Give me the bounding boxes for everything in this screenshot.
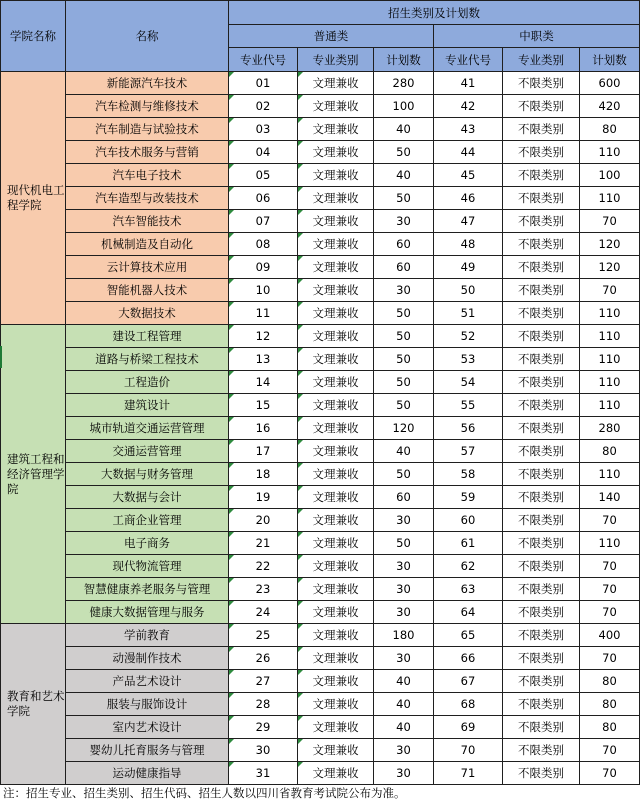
general-category-cell[interactable]: 文理兼收 bbox=[298, 486, 374, 509]
table-row bbox=[1, 532, 640, 555]
general-code-cell[interactable]: 28 bbox=[229, 693, 298, 716]
vocational-category-cell[interactable]: 不限类别 bbox=[503, 141, 580, 164]
major-name-cell[interactable]: 交通运营管理 bbox=[66, 440, 229, 463]
header-general-category[interactable]: 专业类别 bbox=[298, 48, 374, 72]
general-plan-cell[interactable]: 120 bbox=[374, 417, 434, 440]
vocational-code-cell[interactable]: 42 bbox=[434, 95, 503, 118]
general-code-cell[interactable]: 22 bbox=[229, 555, 298, 578]
table-row bbox=[1, 141, 640, 164]
vocational-code-cell[interactable]: 51 bbox=[434, 302, 503, 325]
general-code-cell[interactable]: 05 bbox=[229, 164, 298, 187]
general-plan-cell[interactable]: 50 bbox=[374, 348, 434, 371]
general-code-cell[interactable]: 27 bbox=[229, 670, 298, 693]
general-code-cell[interactable]: 23 bbox=[229, 578, 298, 601]
vocational-plan-cell[interactable]: 80 bbox=[580, 118, 640, 141]
vocational-category-cell[interactable]: 不限类别 bbox=[503, 417, 580, 440]
vocational-code-cell[interactable]: 47 bbox=[434, 210, 503, 233]
vocational-plan-cell[interactable]: 70 bbox=[580, 601, 640, 624]
table-row bbox=[1, 371, 640, 394]
general-plan-cell[interactable]: 50 bbox=[374, 325, 434, 348]
vocational-code-cell[interactable]: 57 bbox=[434, 440, 503, 463]
general-code-cell[interactable]: 07 bbox=[229, 210, 298, 233]
general-category-cell[interactable]: 文理兼收 bbox=[298, 532, 374, 555]
major-name-cell[interactable]: 汽车造型与改装技术 bbox=[66, 187, 229, 210]
general-code-cell[interactable]: 10 bbox=[229, 279, 298, 302]
general-plan-cell[interactable]: 30 bbox=[374, 210, 434, 233]
vocational-category-cell[interactable]: 不限类别 bbox=[503, 578, 580, 601]
vocational-category-cell[interactable]: 不限类别 bbox=[503, 118, 580, 141]
general-code-cell[interactable]: 25 bbox=[229, 624, 298, 647]
general-category-cell[interactable]: 文理兼收 bbox=[298, 601, 374, 624]
general-code-cell[interactable]: 12 bbox=[229, 325, 298, 348]
general-plan-cell[interactable]: 30 bbox=[374, 647, 434, 670]
table-row bbox=[1, 716, 640, 739]
major-name-cell[interactable]: 健康大数据管理与服务 bbox=[66, 601, 229, 624]
vocational-plan-cell[interactable]: 600 bbox=[580, 72, 640, 95]
vocational-code-cell[interactable]: 55 bbox=[434, 394, 503, 417]
table-row bbox=[1, 624, 640, 647]
table-row bbox=[1, 279, 640, 302]
table-row bbox=[1, 509, 640, 532]
vocational-plan-cell[interactable]: 110 bbox=[580, 371, 640, 394]
major-name-cell[interactable]: 汽车电子技术 bbox=[66, 164, 229, 187]
general-category-cell[interactable]: 文理兼收 bbox=[298, 95, 374, 118]
vocational-code-cell[interactable]: 52 bbox=[434, 325, 503, 348]
major-name-cell[interactable]: 运动健康指导 bbox=[66, 762, 229, 785]
vocational-category-cell[interactable]: 不限类别 bbox=[503, 279, 580, 302]
general-category-cell[interactable]: 文理兼收 bbox=[298, 394, 374, 417]
table-row bbox=[1, 417, 640, 440]
vocational-code-cell[interactable]: 54 bbox=[434, 371, 503, 394]
vocational-code-cell[interactable]: 66 bbox=[434, 647, 503, 670]
header-top[interactable]: 招生类别及计划数 bbox=[229, 1, 640, 25]
vocational-category-cell[interactable]: 不限类别 bbox=[503, 348, 580, 371]
vocational-plan-cell[interactable]: 80 bbox=[580, 716, 640, 739]
vocational-category-cell[interactable]: 不限类别 bbox=[503, 716, 580, 739]
general-plan-cell[interactable]: 180 bbox=[374, 624, 434, 647]
vocational-category-cell[interactable]: 不限类别 bbox=[503, 670, 580, 693]
major-name-cell[interactable]: 工商企业管理 bbox=[66, 509, 229, 532]
vocational-code-cell[interactable]: 61 bbox=[434, 532, 503, 555]
vocational-plan-cell[interactable]: 120 bbox=[580, 233, 640, 256]
general-plan-cell[interactable]: 50 bbox=[374, 532, 434, 555]
vocational-code-cell[interactable]: 48 bbox=[434, 233, 503, 256]
footnote: 注：招生专业、招生类别、招生代码、招生人数以四川省教育考试院公布为准。 bbox=[3, 786, 406, 800]
major-name-cell[interactable]: 婴幼儿托育服务与管理 bbox=[66, 739, 229, 762]
vocational-code-cell[interactable]: 58 bbox=[434, 463, 503, 486]
college-name-cell[interactable]: 教育和艺术学院 bbox=[1, 624, 66, 785]
general-plan-cell[interactable]: 50 bbox=[374, 302, 434, 325]
general-code-cell[interactable]: 19 bbox=[229, 486, 298, 509]
general-category-cell[interactable]: 文理兼收 bbox=[298, 72, 374, 95]
college-name-cell[interactable]: 现代机电工程学院 bbox=[1, 72, 66, 325]
vocational-code-cell[interactable]: 46 bbox=[434, 187, 503, 210]
vocational-category-cell[interactable]: 不限类别 bbox=[503, 647, 580, 670]
table-row bbox=[1, 233, 640, 256]
general-category-cell[interactable]: 文理兼收 bbox=[298, 118, 374, 141]
major-name-cell[interactable]: 大数据技术 bbox=[66, 302, 229, 325]
general-category-cell[interactable]: 文理兼收 bbox=[298, 762, 374, 785]
general-category-cell[interactable]: 文理兼收 bbox=[298, 647, 374, 670]
vocational-category-cell[interactable]: 不限类别 bbox=[503, 95, 580, 118]
vocational-plan-cell[interactable]: 70 bbox=[580, 578, 640, 601]
table-row bbox=[1, 72, 640, 95]
vocational-code-cell[interactable]: 70 bbox=[434, 739, 503, 762]
general-category-cell[interactable]: 文理兼收 bbox=[298, 279, 374, 302]
vocational-plan-cell[interactable]: 110 bbox=[580, 325, 640, 348]
header-vocational[interactable]: 中职类 bbox=[434, 25, 640, 48]
major-name-cell[interactable]: 产品艺术设计 bbox=[66, 670, 229, 693]
general-plan-cell[interactable]: 30 bbox=[374, 739, 434, 762]
general-plan-cell[interactable]: 30 bbox=[374, 509, 434, 532]
vocational-category-cell[interactable]: 不限类别 bbox=[503, 509, 580, 532]
vocational-code-cell[interactable]: 62 bbox=[434, 555, 503, 578]
general-plan-cell[interactable]: 40 bbox=[374, 440, 434, 463]
table-header bbox=[1, 1, 640, 72]
vocational-plan-cell[interactable]: 420 bbox=[580, 95, 640, 118]
general-code-cell[interactable]: 16 bbox=[229, 417, 298, 440]
vocational-plan-cell[interactable]: 110 bbox=[580, 302, 640, 325]
table-row bbox=[1, 187, 640, 210]
vocational-plan-cell[interactable]: 110 bbox=[580, 532, 640, 555]
general-code-cell[interactable]: 11 bbox=[229, 302, 298, 325]
general-plan-cell[interactable]: 40 bbox=[374, 670, 434, 693]
general-plan-cell[interactable]: 60 bbox=[374, 486, 434, 509]
general-plan-cell[interactable]: 50 bbox=[374, 394, 434, 417]
vocational-code-cell[interactable]: 45 bbox=[434, 164, 503, 187]
general-plan-cell[interactable]: 30 bbox=[374, 279, 434, 302]
vocational-plan-cell[interactable]: 70 bbox=[580, 739, 640, 762]
major-name-cell[interactable]: 电子商务 bbox=[66, 532, 229, 555]
major-name-cell[interactable]: 汽车智能技术 bbox=[66, 210, 229, 233]
general-plan-cell[interactable]: 50 bbox=[374, 371, 434, 394]
general-plan-cell[interactable]: 280 bbox=[374, 72, 434, 95]
vocational-code-cell[interactable]: 63 bbox=[434, 578, 503, 601]
general-plan-cell[interactable]: 40 bbox=[374, 693, 434, 716]
vocational-code-cell[interactable]: 50 bbox=[434, 279, 503, 302]
major-name-cell[interactable]: 智慧健康养老服务与管理 bbox=[66, 578, 229, 601]
table-row bbox=[1, 578, 640, 601]
vocational-code-cell[interactable]: 65 bbox=[434, 624, 503, 647]
header-general-code[interactable]: 专业代号 bbox=[229, 48, 298, 72]
general-plan-cell[interactable]: 100 bbox=[374, 95, 434, 118]
general-category-cell[interactable]: 文理兼收 bbox=[298, 233, 374, 256]
vocational-plan-cell[interactable]: 70 bbox=[580, 647, 640, 670]
general-category-cell[interactable]: 文理兼收 bbox=[298, 509, 374, 532]
vocational-plan-cell[interactable]: 70 bbox=[580, 762, 640, 785]
general-code-cell[interactable]: 01 bbox=[229, 72, 298, 95]
general-plan-cell[interactable]: 40 bbox=[374, 716, 434, 739]
vocational-plan-cell[interactable]: 80 bbox=[580, 440, 640, 463]
major-name-cell[interactable]: 工程造价 bbox=[66, 371, 229, 394]
general-plan-cell[interactable]: 30 bbox=[374, 762, 434, 785]
general-category-cell[interactable]: 文理兼收 bbox=[298, 210, 374, 233]
vocational-plan-cell[interactable]: 70 bbox=[580, 279, 640, 302]
header-vocational-category[interactable]: 专业类别 bbox=[503, 48, 580, 72]
vocational-code-cell[interactable]: 44 bbox=[434, 141, 503, 164]
major-name-cell[interactable]: 动漫制作技术 bbox=[66, 647, 229, 670]
table-row bbox=[1, 325, 640, 348]
general-category-cell[interactable]: 文理兼收 bbox=[298, 463, 374, 486]
vocational-category-cell[interactable]: 不限类别 bbox=[503, 555, 580, 578]
table-row bbox=[1, 164, 640, 187]
vocational-category-cell[interactable]: 不限类别 bbox=[503, 463, 580, 486]
vocational-plan-cell[interactable]: 110 bbox=[580, 463, 640, 486]
table-row bbox=[1, 302, 640, 325]
vocational-code-cell[interactable]: 64 bbox=[434, 601, 503, 624]
major-name-cell[interactable]: 大数据与会计 bbox=[66, 486, 229, 509]
row-selection-indicator bbox=[0, 346, 2, 368]
major-name-cell[interactable]: 汽车检测与维修技术 bbox=[66, 95, 229, 118]
header-vocational-code[interactable]: 专业代号 bbox=[434, 48, 503, 72]
vocational-code-cell[interactable]: 60 bbox=[434, 509, 503, 532]
vocational-category-cell[interactable]: 不限类别 bbox=[503, 624, 580, 647]
table-row bbox=[1, 670, 640, 693]
vocational-plan-cell[interactable]: 110 bbox=[580, 394, 640, 417]
vocational-category-cell[interactable]: 不限类别 bbox=[503, 762, 580, 785]
general-plan-cell[interactable]: 40 bbox=[374, 164, 434, 187]
table-row bbox=[1, 693, 640, 716]
vocational-category-cell[interactable]: 不限类别 bbox=[503, 325, 580, 348]
vocational-category-cell[interactable]: 不限类别 bbox=[503, 532, 580, 555]
vocational-code-cell[interactable]: 56 bbox=[434, 417, 503, 440]
vocational-category-cell[interactable]: 不限类别 bbox=[503, 233, 580, 256]
vocational-code-cell[interactable]: 68 bbox=[434, 693, 503, 716]
general-category-cell[interactable]: 文理兼收 bbox=[298, 187, 374, 210]
general-code-cell[interactable]: 29 bbox=[229, 716, 298, 739]
major-name-cell[interactable]: 现代物流管理 bbox=[66, 555, 229, 578]
general-plan-cell[interactable]: 40 bbox=[374, 118, 434, 141]
general-category-cell[interactable]: 文理兼收 bbox=[298, 440, 374, 463]
vocational-plan-cell[interactable]: 110 bbox=[580, 141, 640, 164]
table-row bbox=[1, 210, 640, 233]
general-code-cell[interactable]: 26 bbox=[229, 647, 298, 670]
vocational-code-cell[interactable]: 53 bbox=[434, 348, 503, 371]
college-name-cell[interactable]: 建筑工程和经济管理学院 bbox=[1, 325, 66, 624]
major-name-cell[interactable]: 道路与桥梁工程技术 bbox=[66, 348, 229, 371]
vocational-code-cell[interactable]: 69 bbox=[434, 716, 503, 739]
vocational-category-cell[interactable]: 不限类别 bbox=[503, 693, 580, 716]
major-name-cell[interactable]: 学前教育 bbox=[66, 624, 229, 647]
table-row bbox=[1, 555, 640, 578]
vocational-plan-cell[interactable]: 110 bbox=[580, 348, 640, 371]
general-plan-cell[interactable]: 30 bbox=[374, 601, 434, 624]
general-category-cell[interactable]: 文理兼收 bbox=[298, 417, 374, 440]
general-plan-cell[interactable]: 50 bbox=[374, 187, 434, 210]
general-plan-cell[interactable]: 30 bbox=[374, 578, 434, 601]
table-row bbox=[1, 394, 640, 417]
general-code-cell[interactable]: 24 bbox=[229, 601, 298, 624]
vocational-category-cell[interactable]: 不限类别 bbox=[503, 371, 580, 394]
general-category-cell[interactable]: 文理兼收 bbox=[298, 716, 374, 739]
header-college[interactable]: 学院名称 bbox=[1, 1, 66, 72]
table-row bbox=[1, 647, 640, 670]
general-code-cell[interactable]: 04 bbox=[229, 141, 298, 164]
general-code-cell[interactable]: 20 bbox=[229, 509, 298, 532]
general-category-cell[interactable]: 文理兼收 bbox=[298, 256, 374, 279]
general-category-cell[interactable]: 文理兼收 bbox=[298, 348, 374, 371]
major-name-cell[interactable]: 城市轨道交通运营管理 bbox=[66, 417, 229, 440]
vocational-category-cell[interactable]: 不限类别 bbox=[503, 739, 580, 762]
header-vocational-plan[interactable]: 计划数 bbox=[580, 48, 640, 72]
vocational-code-cell[interactable]: 71 bbox=[434, 762, 503, 785]
major-name-cell[interactable]: 新能源汽车技术 bbox=[66, 72, 229, 95]
vocational-category-cell[interactable]: 不限类别 bbox=[503, 486, 580, 509]
general-code-cell[interactable]: 21 bbox=[229, 532, 298, 555]
vocational-category-cell[interactable]: 不限类别 bbox=[503, 72, 580, 95]
vocational-category-cell[interactable]: 不限类别 bbox=[503, 164, 580, 187]
vocational-plan-cell[interactable]: 70 bbox=[580, 555, 640, 578]
general-category-cell[interactable]: 文理兼收 bbox=[298, 693, 374, 716]
major-name-cell[interactable]: 机械制造及自动化 bbox=[66, 233, 229, 256]
general-code-cell[interactable]: 14 bbox=[229, 371, 298, 394]
vocational-category-cell[interactable]: 不限类别 bbox=[503, 210, 580, 233]
vocational-plan-cell[interactable]: 280 bbox=[580, 417, 640, 440]
general-code-cell[interactable]: 18 bbox=[229, 463, 298, 486]
general-plan-cell[interactable]: 30 bbox=[374, 555, 434, 578]
vocational-code-cell[interactable]: 49 bbox=[434, 256, 503, 279]
header-general[interactable]: 普通类 bbox=[229, 25, 434, 48]
vocational-plan-cell[interactable]: 80 bbox=[580, 693, 640, 716]
general-category-cell[interactable]: 文理兼收 bbox=[298, 578, 374, 601]
major-name-cell[interactable]: 智能机器人技术 bbox=[66, 279, 229, 302]
general-category-cell[interactable]: 文理兼收 bbox=[298, 141, 374, 164]
general-code-cell[interactable]: 03 bbox=[229, 118, 298, 141]
table-row bbox=[1, 118, 640, 141]
header-general-plan[interactable]: 计划数 bbox=[374, 48, 434, 72]
general-category-cell[interactable]: 文理兼收 bbox=[298, 164, 374, 187]
table-row bbox=[1, 463, 640, 486]
vocational-code-cell[interactable]: 43 bbox=[434, 118, 503, 141]
major-name-cell[interactable]: 汽车技术服务与营销 bbox=[66, 141, 229, 164]
vocational-plan-cell[interactable]: 120 bbox=[580, 256, 640, 279]
general-category-cell[interactable]: 文理兼收 bbox=[298, 739, 374, 762]
vocational-category-cell[interactable]: 不限类别 bbox=[503, 302, 580, 325]
vocational-plan-cell[interactable]: 80 bbox=[580, 670, 640, 693]
table-row bbox=[1, 762, 640, 785]
vocational-category-cell[interactable]: 不限类别 bbox=[503, 187, 580, 210]
table-body bbox=[1, 72, 640, 785]
general-plan-cell[interactable]: 50 bbox=[374, 463, 434, 486]
vocational-code-cell[interactable]: 59 bbox=[434, 486, 503, 509]
vocational-category-cell[interactable]: 不限类别 bbox=[503, 394, 580, 417]
general-code-cell[interactable]: 31 bbox=[229, 762, 298, 785]
table-row bbox=[1, 256, 640, 279]
vocational-plan-cell[interactable]: 400 bbox=[580, 624, 640, 647]
general-category-cell[interactable]: 文理兼收 bbox=[298, 302, 374, 325]
table-row bbox=[1, 348, 640, 371]
major-name-cell[interactable]: 室内艺术设计 bbox=[66, 716, 229, 739]
table-row bbox=[1, 95, 640, 118]
general-plan-cell[interactable]: 60 bbox=[374, 256, 434, 279]
vocational-category-cell[interactable]: 不限类别 bbox=[503, 601, 580, 624]
major-name-cell[interactable]: 汽车制造与试验技术 bbox=[66, 118, 229, 141]
table-row bbox=[1, 440, 640, 463]
vocational-category-cell[interactable]: 不限类别 bbox=[503, 256, 580, 279]
general-category-cell[interactable]: 文理兼收 bbox=[298, 371, 374, 394]
general-code-cell[interactable]: 06 bbox=[229, 187, 298, 210]
major-name-cell[interactable]: 建设工程管理 bbox=[66, 325, 229, 348]
general-code-cell[interactable]: 08 bbox=[229, 233, 298, 256]
table-row bbox=[1, 739, 640, 762]
general-code-cell[interactable]: 13 bbox=[229, 348, 298, 371]
general-plan-cell[interactable]: 60 bbox=[374, 233, 434, 256]
vocational-code-cell[interactable]: 67 bbox=[434, 670, 503, 693]
header-name[interactable]: 名称 bbox=[66, 1, 229, 72]
vocational-plan-cell[interactable]: 110 bbox=[580, 187, 640, 210]
general-code-cell[interactable]: 15 bbox=[229, 394, 298, 417]
vocational-plan-cell[interactable]: 100 bbox=[580, 164, 640, 187]
major-name-cell[interactable]: 服装与服饰设计 bbox=[66, 693, 229, 716]
general-code-cell[interactable]: 30 bbox=[229, 739, 298, 762]
table-row bbox=[1, 486, 640, 509]
table-row bbox=[1, 601, 640, 624]
general-plan-cell[interactable]: 50 bbox=[374, 141, 434, 164]
vocational-code-cell[interactable]: 41 bbox=[434, 72, 503, 95]
vocational-plan-cell[interactable]: 140 bbox=[580, 486, 640, 509]
general-category-cell[interactable]: 文理兼收 bbox=[298, 555, 374, 578]
major-name-cell[interactable]: 建筑设计 bbox=[66, 394, 229, 417]
general-code-cell[interactable]: 17 bbox=[229, 440, 298, 463]
general-category-cell[interactable]: 文理兼收 bbox=[298, 670, 374, 693]
vocational-category-cell[interactable]: 不限类别 bbox=[503, 440, 580, 463]
general-code-cell[interactable]: 09 bbox=[229, 256, 298, 279]
general-category-cell[interactable]: 文理兼收 bbox=[298, 624, 374, 647]
major-name-cell[interactable]: 大数据与财务管理 bbox=[66, 463, 229, 486]
general-code-cell[interactable]: 02 bbox=[229, 95, 298, 118]
vocational-plan-cell[interactable]: 70 bbox=[580, 210, 640, 233]
major-name-cell[interactable]: 云计算技术应用 bbox=[66, 256, 229, 279]
general-category-cell[interactable]: 文理兼收 bbox=[298, 325, 374, 348]
vocational-plan-cell[interactable]: 70 bbox=[580, 509, 640, 532]
